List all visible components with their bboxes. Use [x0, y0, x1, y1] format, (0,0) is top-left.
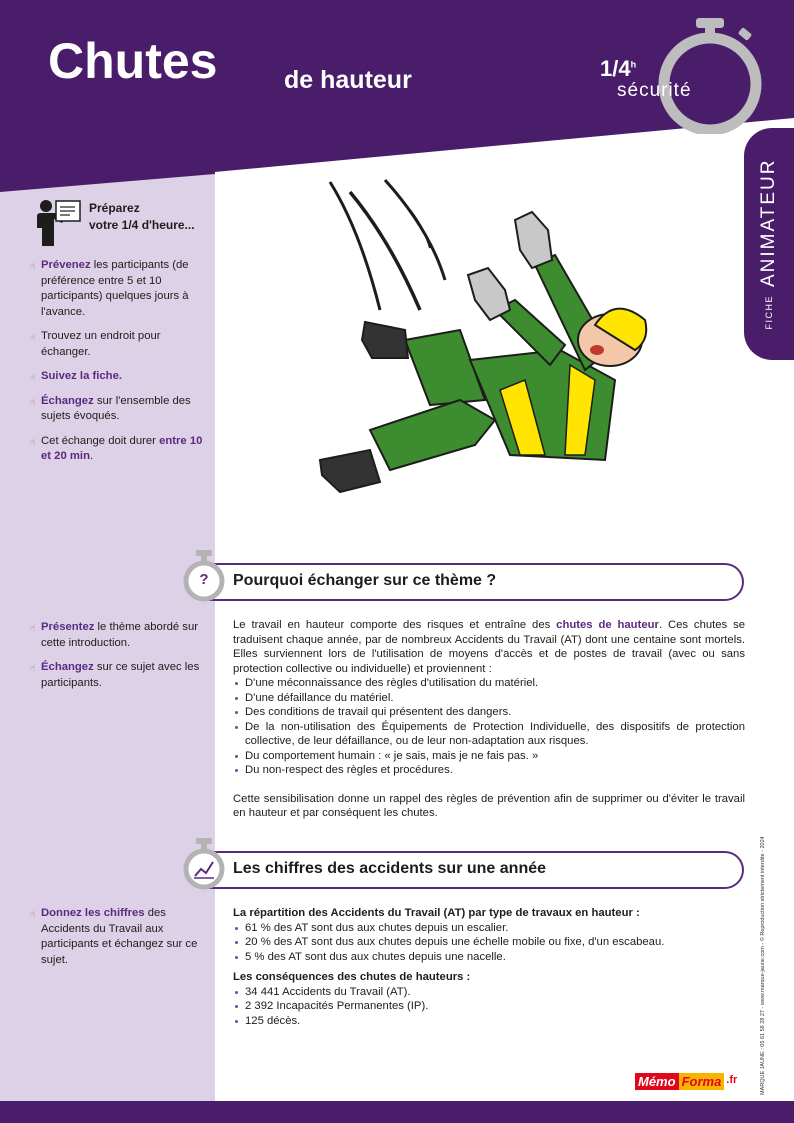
hand-icon: ☝	[30, 663, 36, 673]
hand-icon: ☝	[30, 261, 36, 271]
hand-icon: ☝	[30, 909, 36, 919]
list-item: ☝ Présentez le thème abordé sur cette introduction.	[30, 621, 198, 649]
animator-tab-label: FICHE ANIMATEUR	[758, 158, 779, 330]
list-item: Du comportement humain : « je sais, mais je ne fais pas. »	[233, 749, 745, 764]
hand-icon: ☝	[30, 436, 36, 447]
prepare-title: Préparez votre 1/4 d'heure...	[89, 201, 195, 232]
hand-icon: ☝	[30, 623, 36, 633]
prepare-list	[30, 258, 206, 474]
list-item: 34 441 Accidents du Travail (AT).	[233, 985, 745, 1000]
list-item: ☝ Suivez la fiche.	[30, 369, 206, 385]
footer-band	[0, 1101, 794, 1123]
memoforma-logo: Mémo Forma .fr	[635, 1073, 739, 1090]
section2-sidebar-list	[30, 906, 206, 977]
list-item: ☝ Donnez les chiffres des Accidents du Travail aux participants et échangez sur ce sujet.	[30, 907, 198, 966]
list-item: 20 % des AT sont dus aux chutes depuis une échelle mobile ou fixe, d'un escabeau.	[233, 935, 745, 950]
section2-subtitle-1: La répartition des Accidents du Travail (AT) par type de travaux en hauteur :	[233, 907, 640, 919]
section2-body	[233, 906, 745, 1028]
list-item: Du non-respect des règles et procédures.	[233, 763, 745, 778]
section1-body	[233, 618, 745, 821]
section2-subtitle-2: Les conséquences des chutes de hauteurs :	[233, 971, 471, 983]
section1-sidebar-list	[30, 620, 206, 700]
page-subtitle: de hauteur	[284, 66, 412, 94]
list-item: ☝ Échangez sur ce sujet avec les participants.	[30, 661, 200, 689]
list-item: Des conditions de travail qui présentent des dangers.	[233, 705, 745, 720]
section2-title: Les chiffres des accidents sur une année	[233, 860, 547, 877]
hand-icon: ☝	[30, 332, 36, 342]
section1-intro: Le travail en hauteur comporte des risques et entraîne des chutes de hauteur. Ces chutes se traduisent chaque année, par de nombreux Accidents du Travail (AT) dont une centaine sont mortels. Elles surviennent lors de l'utilisation de moyens d'accès et de postes de travail (avec ou sans protection collective ou individuelle) et proviennent :	[233, 619, 746, 675]
section2-bullets-1	[233, 921, 745, 965]
chart-stopwatch-icon	[182, 836, 226, 890]
presenter-icon	[34, 198, 82, 248]
quarter-hour-label: 1/4$^h$	[600, 56, 637, 81]
list-item: 2 392 Incapacités Permanentes (IP).	[233, 999, 745, 1014]
hand-icon: ☝	[30, 372, 36, 382]
section1-closing: Cette sensibilisation donne un rappel des règles de prévention afin de supprimer ou d'éviter le travail en hauteur et par conséquent les chutes.	[233, 792, 745, 819]
list-item: D'une défaillance du matériel.	[233, 691, 745, 706]
list-item: ☝ Cet échange doit durer entre 10 et 20 min.	[30, 434, 203, 462]
list-item: ☝ Prévenez les participants (de préférence entre 5 et 10 participants) quelques jours à l'avance.	[30, 259, 189, 318]
hand-icon: ☝	[30, 396, 36, 407]
question-badge: ?	[199, 571, 209, 588]
list-item: 61 % des AT sont dus aux chutes depuis un escalier.	[233, 921, 745, 936]
list-item: 5 % des AT sont dus aux chutes depuis une nacelle.	[233, 950, 745, 965]
list-item: ☝ Trouvez un endroit pour échanger.	[30, 330, 161, 358]
list-item: ☝ Échangez sur l'ensemble des sujets évoqués.	[30, 394, 191, 422]
list-item: De la non-utilisation des Équipements de Protection Individuelle, des dispositifs de protection collective, de leur défaillance, ou de leur non-adaptation aux risques.	[233, 720, 745, 749]
security-label: sécurité	[617, 80, 692, 101]
copyright-credit: MARQUE JAUNE : 05 61 58 28 27 - www.marque-jaune.com - © Reproduction strictement interdite - 2024	[760, 836, 766, 1095]
sidebar-top-mask	[0, 110, 215, 200]
list-item: D'une méconnaissance des règles d'utilisation du matériel.	[233, 676, 745, 691]
list-item: 125 décès.	[233, 1014, 745, 1029]
section2-bullets-2	[233, 985, 745, 1029]
section1-bullets	[233, 676, 745, 778]
section1-title: Pourquoi échanger sur ce thème ?	[233, 572, 497, 589]
stopwatch-icon	[655, 14, 765, 134]
falling-worker-illustration	[310, 170, 670, 510]
page-title: Chutes	[48, 33, 218, 89]
